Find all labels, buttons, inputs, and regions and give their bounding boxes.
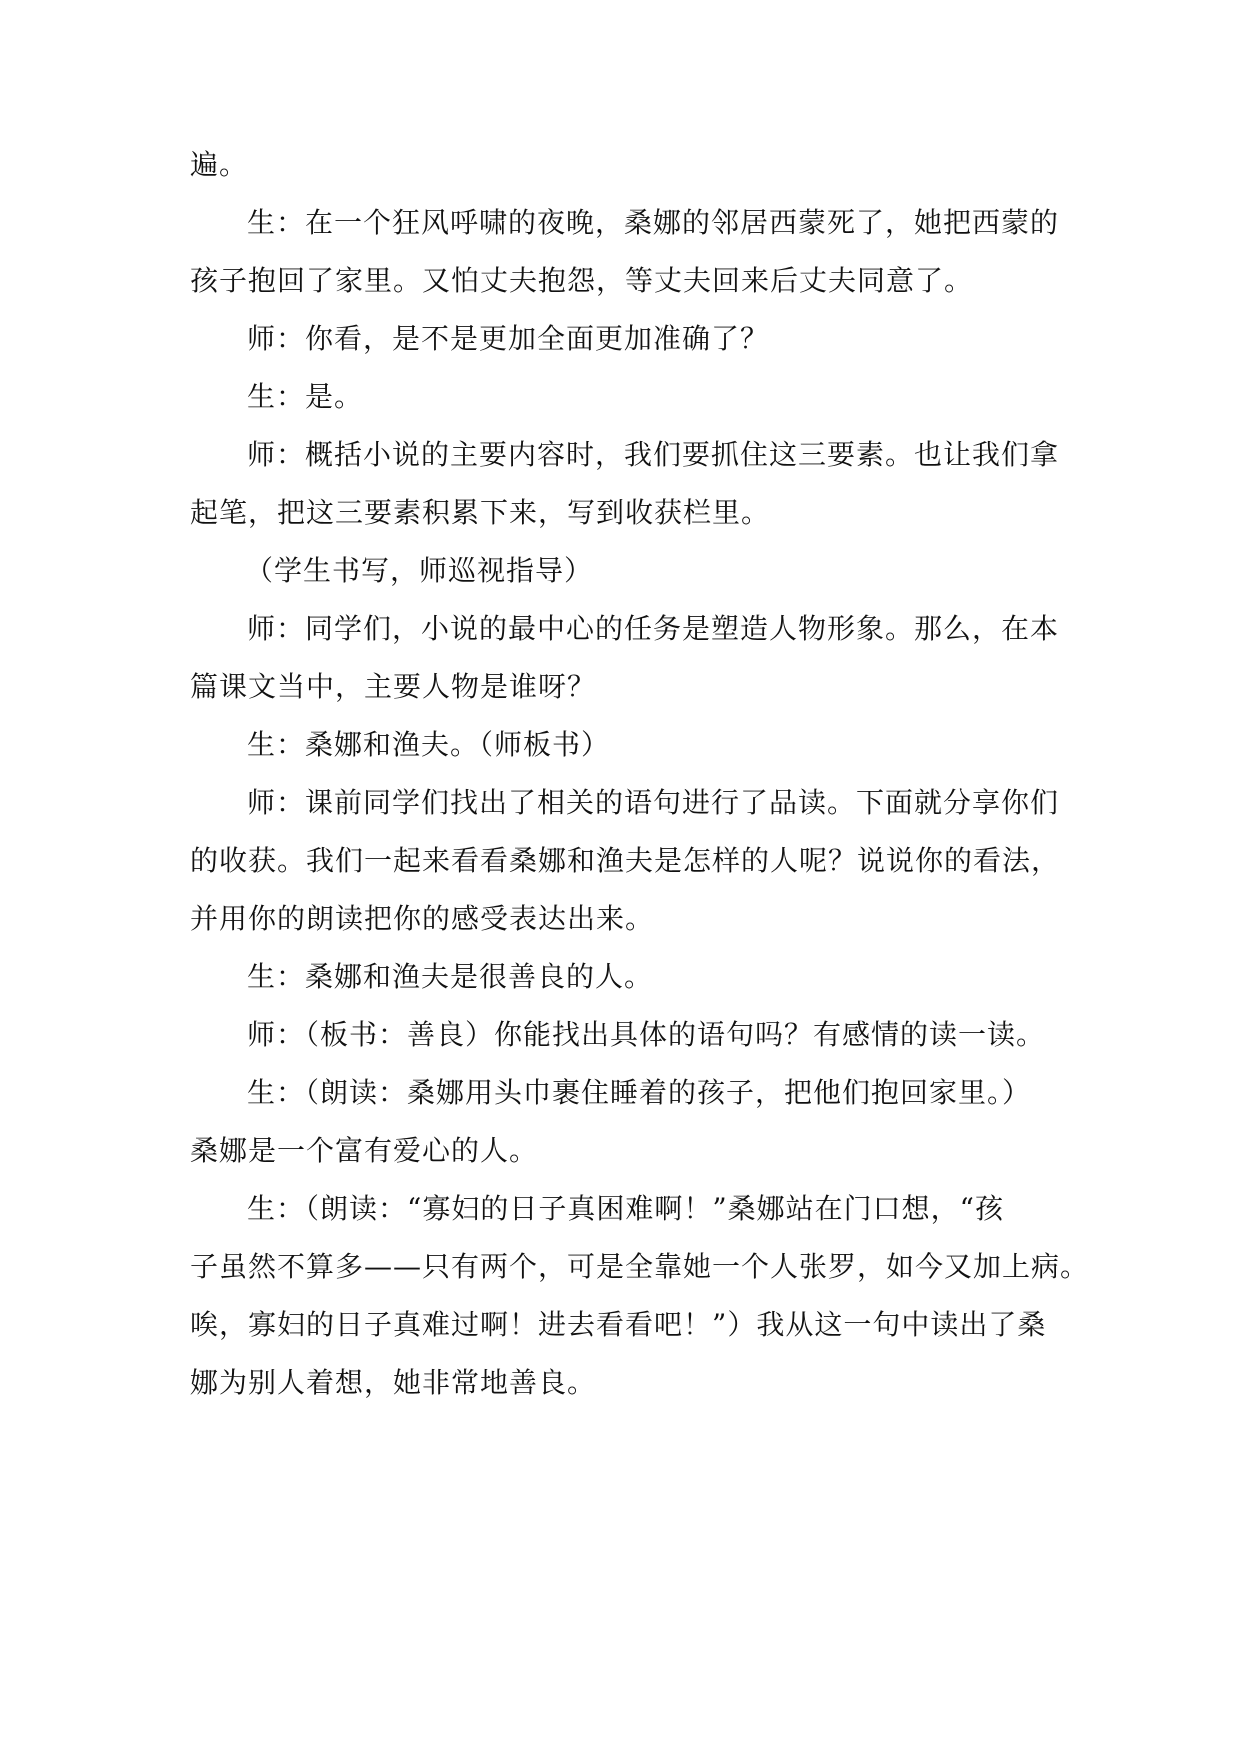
text-line: 生：桑娜和渔夫是很善良的人。 [247, 960, 654, 993]
text-line: 并用你的朗读把你的感受表达出来。 [190, 902, 655, 935]
text-line: 的收获。我们一起来看看桑娜和渔夫是怎样的人呢？说说你的看法， [190, 844, 1061, 877]
text-line: 娜为别人着想，她非常地善良。 [190, 1366, 597, 1399]
text-line: 师：概括小说的主要内容时，我们要抓住这三要素。也让我们拿 [247, 438, 1060, 471]
text-line: （学生书写，师巡视指导） [245, 554, 594, 587]
text-line: 桑娜是一个富有爱心的人。 [190, 1134, 539, 1167]
text-line: 起笔，把这三要素积累下来，写到收获栏里。 [190, 496, 771, 529]
text-line: 唉，寡妇的日子真难过啊！进去看看吧！”）我从这一句中读出了桑 [190, 1308, 1047, 1341]
text-line: 师：（板书：善良）你能找出具体的语句吗？有感情的读一读。 [247, 1018, 1046, 1051]
text-line: 生：桑娜和渔夫。（师板书） [247, 728, 611, 761]
text-line: 生：（朗读：桑娜用头巾裹住睡着的孩子，把他们抱回家里。） [247, 1076, 1032, 1109]
text-line: 篇课文当中，主要人物是谁呀？ [190, 670, 597, 703]
text-line: 师：同学们，小说的最中心的任务是塑造人物形象。那么，在本 [247, 612, 1060, 645]
text-line: 遍。 [190, 148, 249, 181]
text-line: 生：在一个狂风呼啸的夜晚，桑娜的邻居西蒙死了，她把西蒙的 [247, 206, 1060, 239]
text-line: 子虽然不算多——只有两个，可是全靠她一个人张罗，如今又加上病。 [190, 1250, 1090, 1283]
text-line: 孩子抱回了家里。又怕丈夫抱怨，等丈夫回来后丈夫同意了。 [190, 264, 974, 297]
text-line: 师：你看，是不是更加全面更加准确了？ [247, 322, 770, 355]
text-line: 生：（朗读：“寡妇的日子真困难啊！”桑娜站在门口想，“孩 [247, 1192, 1004, 1225]
text-line: 生：是。 [247, 380, 364, 413]
text-line: 师：课前同学们找出了相关的语句进行了品读。下面就分享你们 [247, 786, 1060, 819]
